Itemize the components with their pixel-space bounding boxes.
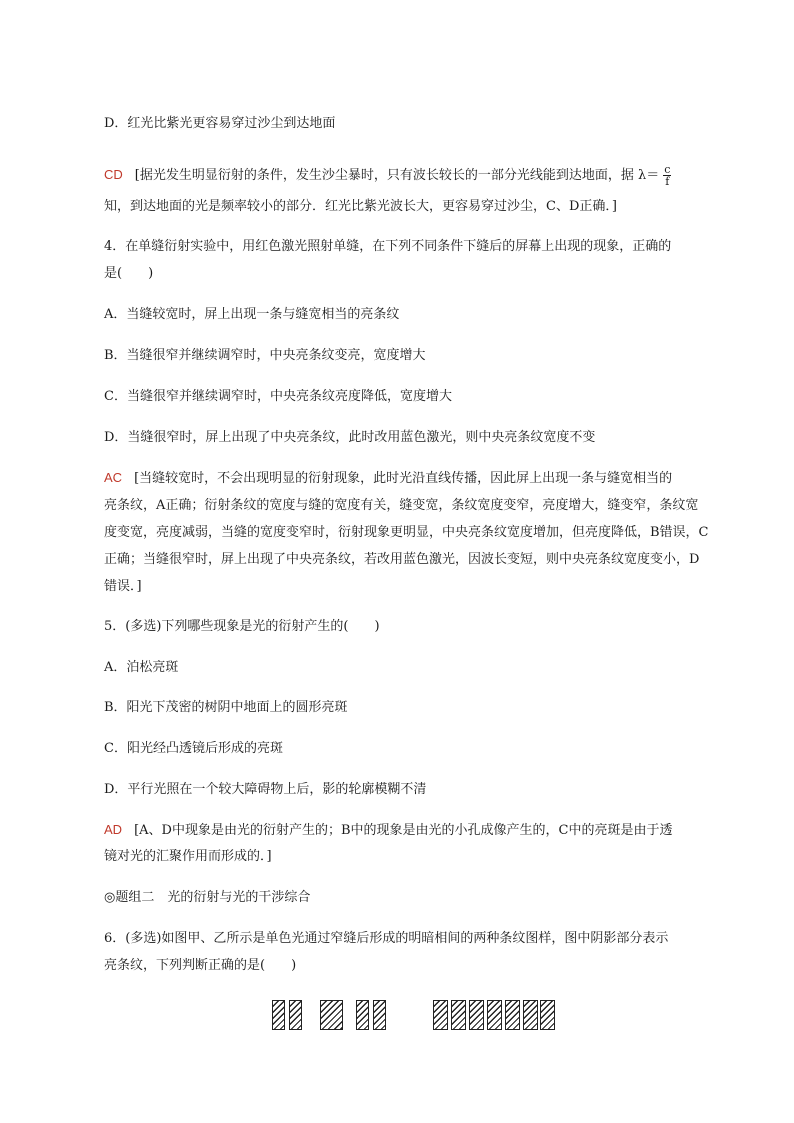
q4-stem-line-1: 4．在单缝衍射实验中，用红色激光照射单缝，在下列不同条件下缝后的屏幕上出现的现象，正确的 (104, 239, 672, 254)
q4-explanation-line-1 (104, 468, 672, 489)
fringe-bright-stripe (272, 1000, 285, 1030)
q5-explanation-line-1 (104, 820, 672, 841)
q4-option-a: A．当缝较宽时，屏上出现一条与缝宽相当的亮条纹 (104, 307, 400, 322)
q3-explanation-line-2: 知，到达地面的光是频率较小的部分．红光比紫光波长大，更容易穿过沙尘，C、D正确．] (104, 199, 617, 214)
lambda-fraction (663, 164, 671, 187)
fringe-bright-stripe (505, 1000, 520, 1030)
q4-explanation-line-5: 错误．] (104, 579, 142, 594)
fringe-bright-stripe (433, 1000, 448, 1030)
q4-stem-line-2: 是( ) (104, 266, 154, 281)
fraction-denominator: f (665, 175, 670, 188)
fringe-bright-stripe (451, 1000, 466, 1030)
q3-option-d: D．红光比紫光更容易穿过沙尘到达地面 (104, 116, 336, 131)
fraction-numerator: c (664, 163, 671, 176)
q4-option-b: B．当缝很窄并继续调窄时，中央亮条纹变亮，宽度增大 (104, 348, 426, 363)
q4-answer-key: AC (104, 470, 123, 485)
q5-option-a: A．泊松亮斑 (104, 660, 179, 675)
q4-option-c: C．当缝很窄并继续调窄时，中央亮条纹亮度降低，宽度增大 (104, 389, 452, 404)
q3-answer-key: CD (104, 167, 123, 182)
fringe-bright-stripe (487, 1000, 502, 1030)
q4-explanation-text: [当缝较宽时，不会出现明显的衍射现象，此时光沿直线传播，因此屏上出现一条与缝宽相当的 (134, 471, 673, 486)
q4-option-d: D．当缝很窄时，屏上出现了中央亮条纹，此时改用蓝色激光，则中央亮条纹宽度不变 (104, 430, 596, 445)
fringe-bright-stripe (356, 1000, 369, 1030)
q5-answer-key: AD (104, 822, 123, 837)
q5-stem: 5．(多选)下列哪些现象是光的衍射产生的( ) (104, 619, 380, 634)
q5-explanation-line-2: 镜对光的汇聚作用而形成的．] (104, 849, 272, 864)
q6-stem-line-1: 6．(多选)如图甲、乙所示是单色光通过窄缝后形成的明暗相间的两种条纹图样，图中阴影部分表示 (104, 931, 669, 946)
q4-explanation-line-2: 亮条纹，A正确；衍射条纹的宽度与缝的宽度有关，缝变宽，条纹宽度变窄，亮度增大，缝变窄，条纹宽 (104, 498, 699, 513)
q6-stem-line-2: 亮条纹，下列判断正确的是( ) (104, 958, 297, 973)
fringe-bright-stripe (289, 1000, 302, 1030)
fringe-bright-stripe (540, 1000, 555, 1030)
q5-option-b: B．阳光下茂密的树阴中地面上的圆形亮斑 (104, 700, 348, 715)
fringe-pattern-figure-yi (433, 1000, 555, 1030)
q5-option-d: D．平行光照在一个较大障碍物上后，影的轮廓模糊不清 (104, 782, 427, 797)
group2-heading: ◎题组二 光的衍射与光的干涉综合 (104, 890, 311, 905)
q4-explanation-line-3: 度变宽，亮度减弱，当缝的宽度变窄时，衍射现象更明显，中央亮条纹宽度增加，但亮度降低，B错误，C (104, 525, 709, 540)
q3-explanation-text: [据光发生明显衍射的条件，发生沙尘暴时，只有波长较长的一部分光线能到达地面，据 λ＝ (134, 168, 660, 183)
q5-option-c: C．阳光经凸透镜后形成的亮斑 (104, 741, 283, 756)
fringe-bright-stripe (373, 1000, 386, 1030)
fringe-bright-stripe (469, 1000, 484, 1030)
q5-explanation-text: [A、D中现象是由光的衍射产生的；B中的现象是由光的小孔成像产生的，C中的亮斑是由于透 (134, 823, 673, 838)
fringe-bright-stripe (523, 1000, 538, 1030)
q4-explanation-line-4: 正确；当缝很窄时，屏上出现了中央亮条纹，若改用蓝色激光，因波长变短，则中央亮条纹宽度变小，D (104, 552, 700, 567)
fringe-bright-stripe (320, 1000, 343, 1030)
q3-explanation-line-1 (104, 164, 675, 187)
fringe-pattern-figure-jia (272, 1000, 392, 1030)
